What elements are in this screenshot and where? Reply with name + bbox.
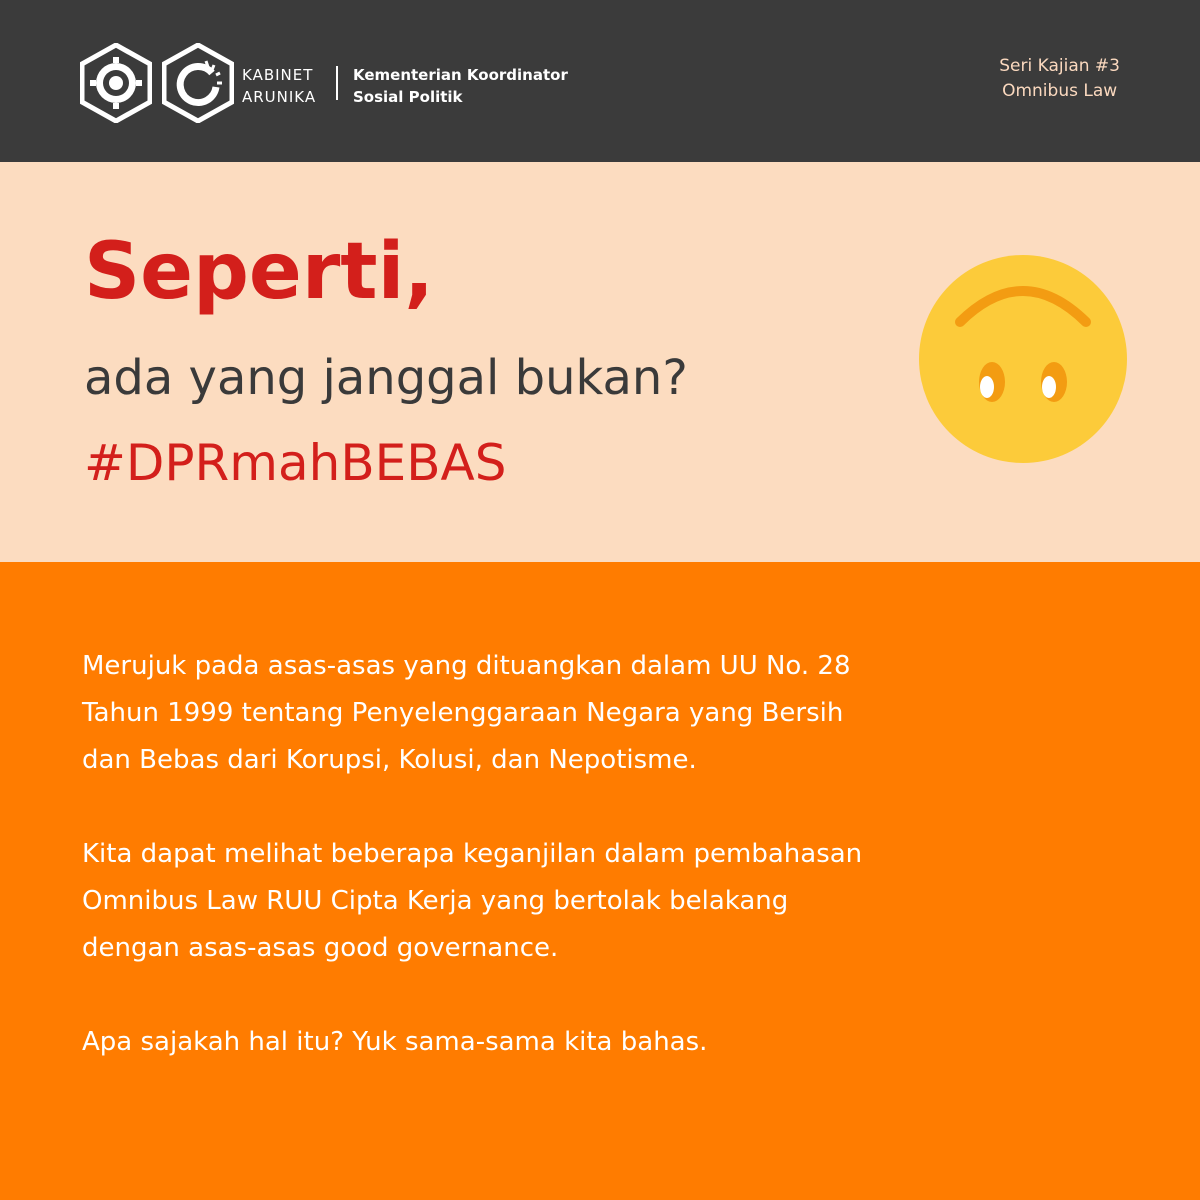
body-paragraph-3: [82, 1019, 1142, 1066]
header-divider: [336, 66, 338, 100]
body-paragraph-1: [82, 643, 1142, 784]
hero-hashtag: #DPRmahBEBAS: [84, 434, 507, 492]
series-line2: Omnibus Law: [1002, 81, 1118, 101]
series-line1: Seri Kajian #3: [999, 56, 1120, 76]
kabinet-emblem-icon: [80, 43, 152, 123]
upside-down-face-emoji-icon: [918, 254, 1128, 464]
body-paragraph-2-line: dengan asas-asas good governance.: [82, 933, 559, 963]
hero-title: Seperti,: [84, 227, 434, 317]
org-name: [242, 64, 316, 108]
header-bar: [0, 0, 1200, 162]
arunika-logo-icon: [162, 43, 234, 123]
body-paragraph-2-line: Kita dapat melihat beberapa keganjilan dalam pembahasan: [82, 839, 863, 869]
body-paragraph-2: [82, 831, 1142, 972]
body-paragraph-1-line: Merujuk pada asas-asas yang dituangkan dalam UU No. 28: [82, 651, 851, 681]
hero-subtitle: ada yang janggal bukan?: [84, 350, 688, 406]
org-name-line1: KABINET: [242, 66, 314, 84]
body-text: [82, 643, 1142, 1066]
ministry-line2: Sosial Politik: [353, 88, 463, 106]
body-paragraph-1-line: dan Bebas dari Korupsi, Kolusi, dan Nepotisme.: [82, 745, 697, 775]
ministry-line1: Kementerian Koordinator: [353, 66, 568, 84]
body-paragraph-1-line: Tahun 1999 tentang Penyelenggaraan Negara yang Bersih: [82, 698, 844, 728]
body-paragraph-2-line: Omnibus Law RUU Cipta Kerja yang bertolak belakang: [82, 886, 789, 916]
body-paragraph-3-line: Apa sajakah hal itu? Yuk sama-sama kita bahas.: [82, 1027, 708, 1057]
org-name-line2: ARUNIKA: [242, 88, 317, 106]
series-label: [999, 54, 1120, 104]
ministry-name: [353, 64, 568, 108]
